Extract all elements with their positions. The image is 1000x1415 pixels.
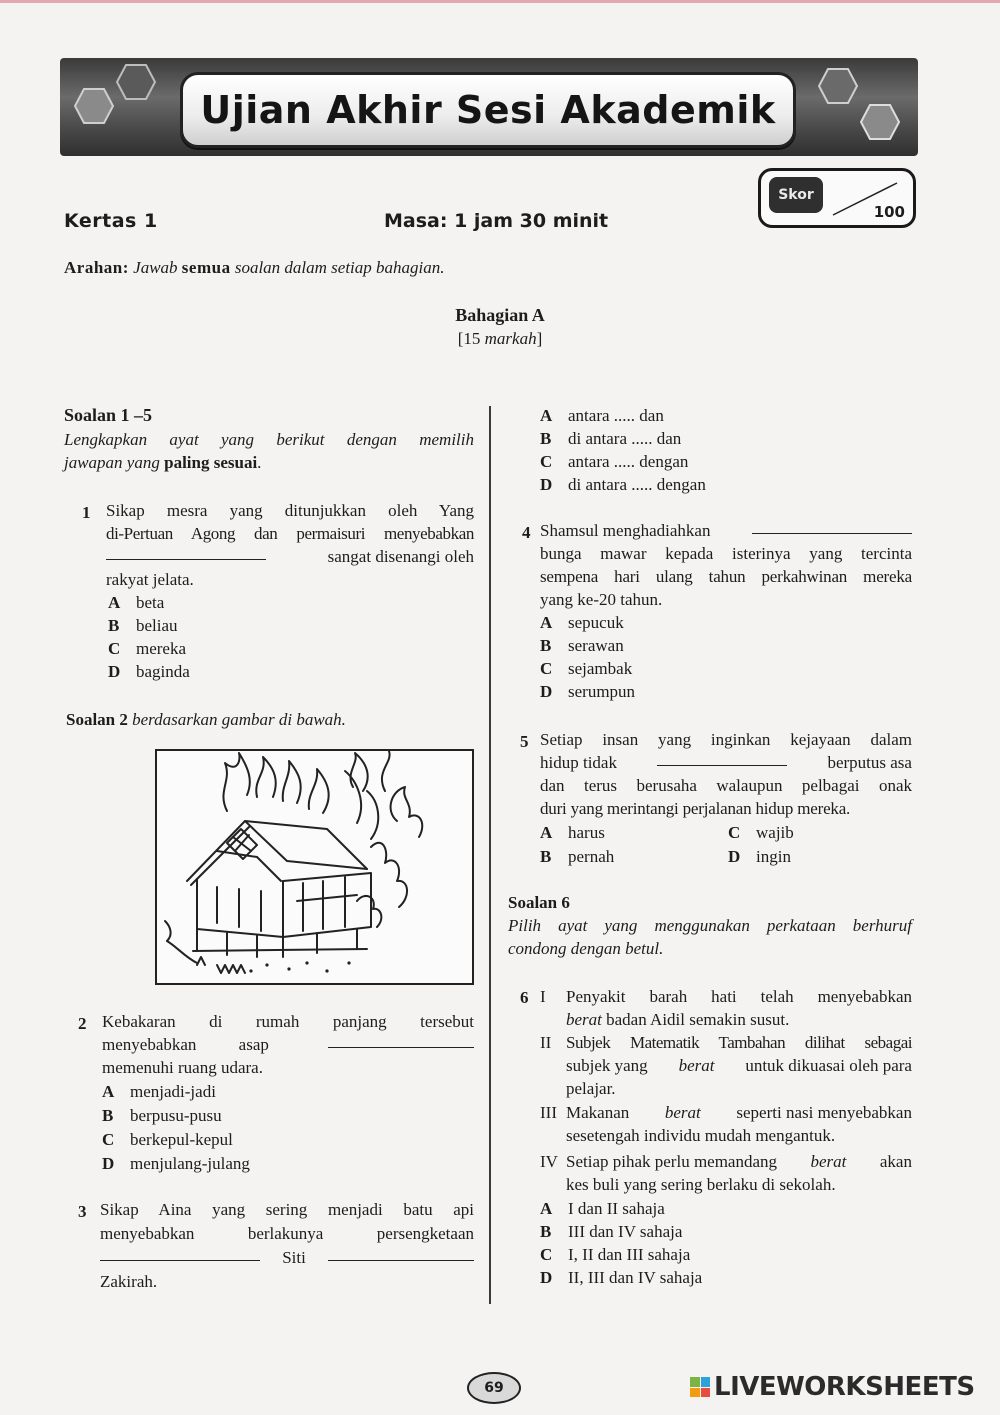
- question-3-option-d[interactable]: D di antara ..... dengan: [540, 475, 706, 494]
- question-2-line2-text: menyebabkan asap: [102, 1035, 269, 1054]
- question-6-option-b[interactable]: B III dan IV sahaja: [540, 1222, 683, 1241]
- statement-iii-line1: Makanan berat seperti nasi menyebabkan: [566, 1103, 912, 1122]
- question-1-line1: Sikap mesra yang ditunjukkan oleh Yang: [106, 501, 474, 520]
- question-2-line1: Kebakaran di rumah panjang tersebut: [102, 1012, 474, 1031]
- question-4-option-c[interactable]: C sejambak: [540, 659, 633, 678]
- instructions-rest: soalan dalam setiap bahagian.: [234, 258, 445, 277]
- question-6-option-c[interactable]: C I, II dan III sahaja: [540, 1245, 691, 1264]
- score-max: 100: [873, 203, 905, 221]
- soalan-1-5-instruction-line2: jawapan yang paling sesuai.: [64, 453, 262, 472]
- column-divider: [489, 406, 491, 1304]
- statement-i-number: I: [540, 987, 546, 1006]
- brand-text: LIVEWORKSHEETS: [714, 1372, 975, 1402]
- question-6-number: 6: [520, 988, 529, 1007]
- statement-iii-line2: sesetengah individu mudah mengantuk.: [566, 1126, 836, 1145]
- question-1-option-c[interactable]: C mereka: [108, 639, 187, 658]
- question-2-option-b[interactable]: B berpusu-pusu: [102, 1106, 222, 1125]
- question-6-option-d[interactable]: D II, III dan IV sahaja: [540, 1268, 703, 1287]
- question-4-number: 4: [522, 523, 531, 542]
- soalan-2-heading-italic: berdasarkan gambar di bawah.: [132, 710, 346, 729]
- instr-bold: paling sesuai: [164, 453, 258, 472]
- question-5-line3: dan terus berusaha walaupun pelbagai onak: [540, 776, 912, 795]
- soalan-1-5-heading: Soalan 1 –5: [64, 405, 153, 425]
- question-5-option-d[interactable]: D ingin: [728, 847, 791, 866]
- marks-open: [15: [457, 329, 481, 348]
- instructions: [64, 258, 445, 278]
- marks-word: markah: [484, 329, 537, 348]
- question-2-line3: memenuhi ruang udara.: [102, 1058, 263, 1077]
- question-3-line3: [100, 1246, 474, 1269]
- statement-iv-line1: Setiap pihak perlu memandang berat akan: [566, 1152, 912, 1171]
- statement-ii-number: II: [540, 1033, 552, 1052]
- top-accent-line: [0, 0, 1000, 3]
- page-title: Ujian Akhir Sesi Akademik: [200, 88, 776, 132]
- section-title: Bahagian A: [455, 305, 545, 325]
- question-4-line1: [540, 519, 912, 542]
- liveworksheets-logo-icon: [690, 1377, 710, 1397]
- question-1-option-b[interactable]: B beliau: [108, 616, 178, 635]
- statement-i-line2: berat badan Aidil semakin susut.: [566, 1010, 790, 1029]
- question-4-line2: bunga mawar kepada isterinya yang tercinta: [540, 544, 912, 563]
- instructions-word-semua: semua: [181, 258, 231, 277]
- statement-ii-line1: Subjek Matematik Tambahan dilihat sebagai: [566, 1033, 912, 1052]
- soalan-1-5-instruction-line1: Lengkapkan ayat yang berikut dengan memilih: [64, 430, 474, 449]
- question-1-option-d[interactable]: D baginda: [108, 662, 190, 681]
- burning-house-icon: [157, 751, 472, 983]
- score-label: Skor: [769, 177, 823, 213]
- page-number: 69: [467, 1372, 521, 1404]
- question-5-option-a[interactable]: A harus: [540, 823, 605, 842]
- title-plate: [180, 72, 796, 148]
- question-2-option-c[interactable]: C berkepul-kepul: [102, 1130, 233, 1149]
- section-marks: [0, 329, 1000, 349]
- question-3-option-b[interactable]: B di antara ..... dan: [540, 429, 682, 448]
- soalan-2-heading-bold: Soalan 2: [66, 710, 128, 729]
- instructions-word-jawab: Jawab: [133, 258, 178, 277]
- time-label: Masa: 1 jam 30 minit: [384, 210, 609, 232]
- hexagon-decoration-icon: [116, 62, 156, 102]
- answer-blank[interactable]: [106, 545, 266, 560]
- answer-blank[interactable]: [752, 519, 912, 534]
- soalan-6-instruction-line2: condong dengan betul.: [508, 939, 664, 958]
- statement-ii-line3: pelajar.: [566, 1079, 616, 1098]
- question-2-line2: [102, 1033, 474, 1056]
- soalan-2-heading: [66, 708, 346, 731]
- question-5-line2: [540, 751, 912, 774]
- question-1-line3: [106, 545, 474, 568]
- question-3-line1: Sikap Aina yang sering menjadi batu api: [100, 1200, 474, 1219]
- question-4-option-a[interactable]: A sepucuk: [540, 613, 624, 632]
- question-5-line1: Setiap insan yang inginkan kejayaan dalam: [540, 730, 912, 749]
- soalan-6-instruction-line1: Pilih ayat yang menggunakan perkataan berhuruf: [508, 916, 912, 935]
- question-5-line2-a: hidup tidak: [540, 753, 617, 772]
- question-2-option-d[interactable]: D menjulang-julang: [102, 1154, 250, 1173]
- question-4-line1-text: Shamsul menghadiahkan: [540, 521, 711, 540]
- question-1-line2: di-Pertuan Agong dan permaisuri menyebabkan: [106, 524, 474, 543]
- question-1-option-a[interactable]: A beta: [108, 593, 165, 612]
- marks-close: ]: [536, 329, 543, 348]
- question-1-line4: rakyat jelata.: [106, 570, 194, 589]
- statement-iii-number: III: [540, 1103, 557, 1122]
- answer-blank[interactable]: [328, 1033, 474, 1048]
- question-4-line3: sempena hari ulang tahun perkahwinan mereka: [540, 567, 912, 586]
- italic-word: berat: [810, 1152, 847, 1171]
- question-2-number: 2: [78, 1014, 87, 1033]
- question-1-line3-text: sangat disenangi oleh: [327, 547, 474, 566]
- title-banner: [60, 58, 918, 156]
- burning-house-picture: [155, 749, 474, 985]
- liveworksheets-brand[interactable]: [690, 1372, 975, 1402]
- question-4-option-d[interactable]: D serumpun: [540, 682, 636, 701]
- statement-iv-line2: kes buli yang sering berlaku di sekolah.: [566, 1175, 836, 1194]
- question-5-number: 5: [520, 732, 529, 751]
- paper-label: Kertas 1: [64, 210, 158, 232]
- question-1-number: 1: [82, 503, 91, 522]
- question-5-line2-b: berputus asa: [827, 753, 912, 772]
- question-4-option-b[interactable]: B serawan: [540, 636, 624, 655]
- question-2-option-a[interactable]: A menjadi-jadi: [102, 1082, 216, 1101]
- hexagon-decoration-icon: [860, 102, 900, 142]
- question-3-line4: Zakirah.: [100, 1272, 158, 1291]
- statement-iv-number: IV: [540, 1152, 558, 1171]
- question-3-option-a[interactable]: A antara ..... dan: [540, 406, 664, 425]
- italic-word: berat: [678, 1056, 715, 1075]
- statement-ii-line2: subjek yang berat untuk dikuasai oleh para: [566, 1056, 912, 1075]
- question-5-option-c[interactable]: C wajib: [728, 823, 794, 842]
- answer-blank-1[interactable]: [100, 1246, 260, 1261]
- question-3-line2: menyebabkan berlakunya persengketaan: [100, 1224, 474, 1243]
- question-3-line3-text: Siti: [282, 1248, 306, 1267]
- question-6-option-a[interactable]: A I dan II sahaja: [540, 1199, 665, 1218]
- instr-italic: jawapan yang: [64, 453, 160, 472]
- question-5-line4: duri yang merintangi perjalanan hidup mereka.: [540, 799, 851, 818]
- question-4-line4: yang ke-20 tahun.: [540, 590, 663, 609]
- answer-blank[interactable]: [657, 751, 787, 766]
- answer-blank-2[interactable]: [328, 1246, 474, 1261]
- question-5-option-b[interactable]: B pernah: [540, 847, 615, 866]
- question-3-number: 3: [78, 1202, 87, 1221]
- hexagon-decoration-icon: [818, 66, 858, 106]
- question-3-option-c[interactable]: C antara ..... dengan: [540, 452, 689, 471]
- hexagon-decoration-icon: [74, 86, 114, 126]
- italic-word: berat: [566, 1010, 602, 1029]
- italic-word: berat: [664, 1103, 701, 1122]
- score-box: [758, 168, 916, 228]
- soalan-6-heading: Soalan 6: [508, 893, 570, 912]
- instructions-label: Arahan:: [64, 258, 129, 277]
- statement-i-line1: Penyakit barah hati telah menyebabkan: [566, 987, 912, 1006]
